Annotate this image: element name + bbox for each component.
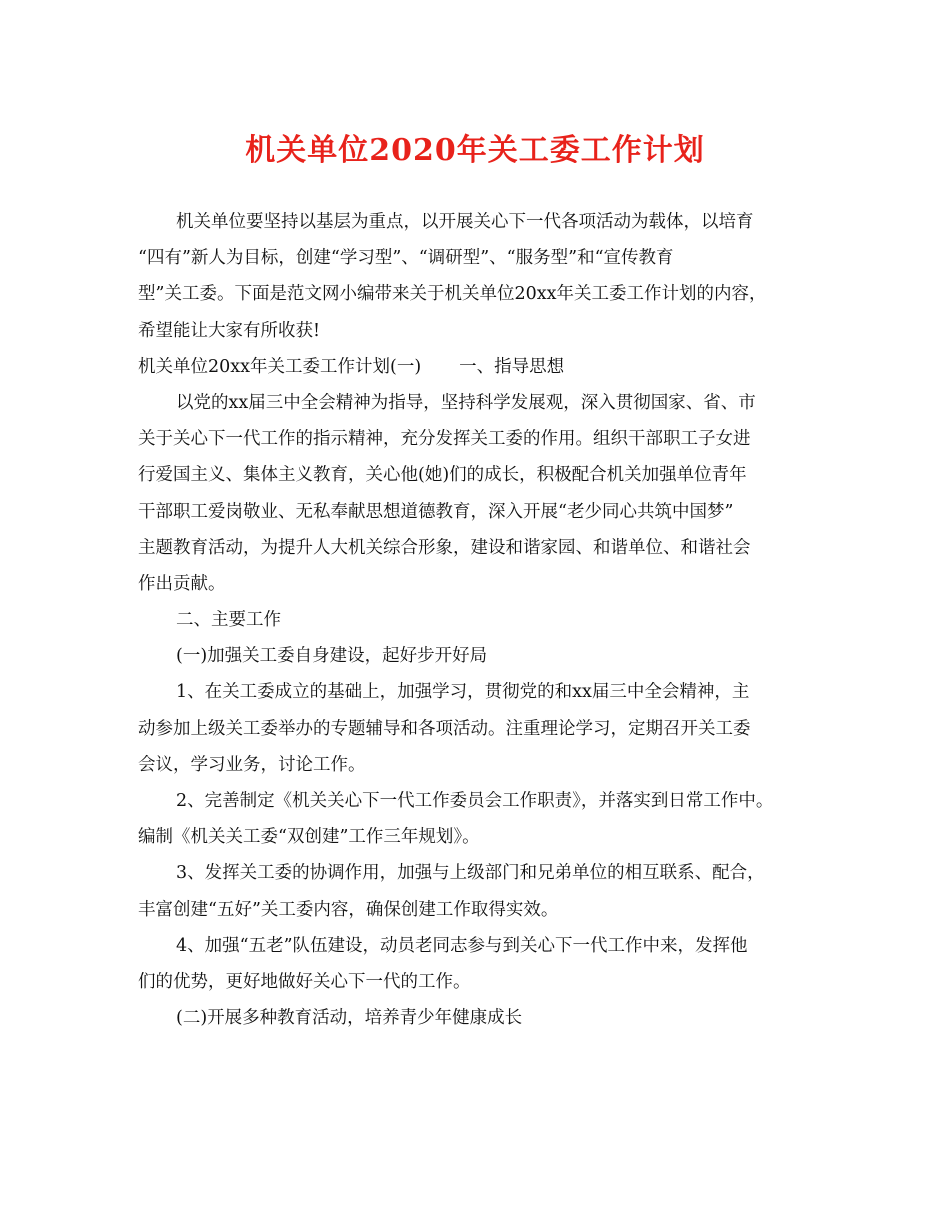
paragraph-line: 丰富创建“五好”关工委内容，确保创建工作取得实效。 (138, 899, 559, 920)
paragraph-line: 编制《机关关工委“双创建”工作三年规划》。 (138, 827, 480, 848)
paragraph-line: 作出贡献。 (138, 573, 226, 594)
paragraph-line: 型”关工委。下面是范文网小编带来关于机关单位20xx年关工委工作计划的内容， (138, 284, 767, 305)
paragraph-line: 行爱国主义、集体主义教育，关心他(她)们的成长，积极配合机关加强单位青年 (138, 465, 747, 486)
paragraph-line: 关于关心下一代工作的指示精神，充分发挥关工委的作用。组织干部职工子女进 (138, 429, 751, 450)
paragraph-line: 希望能让大家有所收获! (138, 320, 321, 341)
paragraph-line: 4、加强“五老”队伍建设，动员老同志参与到关心下一代工作中来，发挥他 (176, 935, 748, 956)
section-heading: 二、主要工作 (176, 610, 281, 631)
paragraph-line: 2、完善制定《机关关心下一代工作委员会工作职责》，并落实到日常工作中。 (176, 791, 774, 811)
paragraph-line: 会议，学习业务，讨论工作。 (138, 754, 366, 775)
section-heading-line (138, 349, 820, 385)
paragraph-line: 以党的xx届三中全会精神为指导，坚持科学发展观，深入贯彻国家、省、市 (176, 392, 756, 413)
paragraph-line: 动参加上级关工委举办的专题辅导和各项活动。注重理论学习，定期召开关工委 (138, 718, 751, 739)
subsection-heading: (一)加强关工委自身建设，起好步开好局 (176, 646, 488, 667)
paragraph-line: 3、发挥关工委的协调作用，加强与上级部门和兄弟单位的相互联系、配合， (176, 863, 765, 884)
document-body (138, 204, 820, 1036)
paragraph-line: 主题教育活动，为提升人大机关综合形象，建设和谐家园、和谐单位、和谐社会 (138, 537, 751, 558)
guiding-thought-heading: 一、指导思想 (459, 356, 565, 377)
paragraph-line: 1、在关工委成立的基础上，加强学习，贯彻党的和xx届三中全会精神，主 (176, 682, 750, 703)
paragraph-line: 机关单位要坚持以基层为重点，以开展关心下一代各项活动为载体，以培育 (176, 212, 754, 232)
page-title: 机关单位2020年关工委工作计划 (245, 133, 705, 168)
paragraph-line: “四有”新人为目标，创建“学习型”、“调研型”、“服务型”和“宣传教育 (138, 248, 674, 269)
paragraph-line: 干部职工爱岗敬业、无私奉献思想道德教育，深入开展“老少同心共筑中国梦” (138, 501, 734, 522)
subsection-heading: (二)开展多种教育活动，培养青少年健康成长 (176, 1008, 523, 1029)
paragraph-line: 们的优势，更好地做好关心下一代的工作。 (138, 971, 471, 992)
plan-heading: 机关单位20xx年关工委工作计划(一) (138, 356, 422, 377)
